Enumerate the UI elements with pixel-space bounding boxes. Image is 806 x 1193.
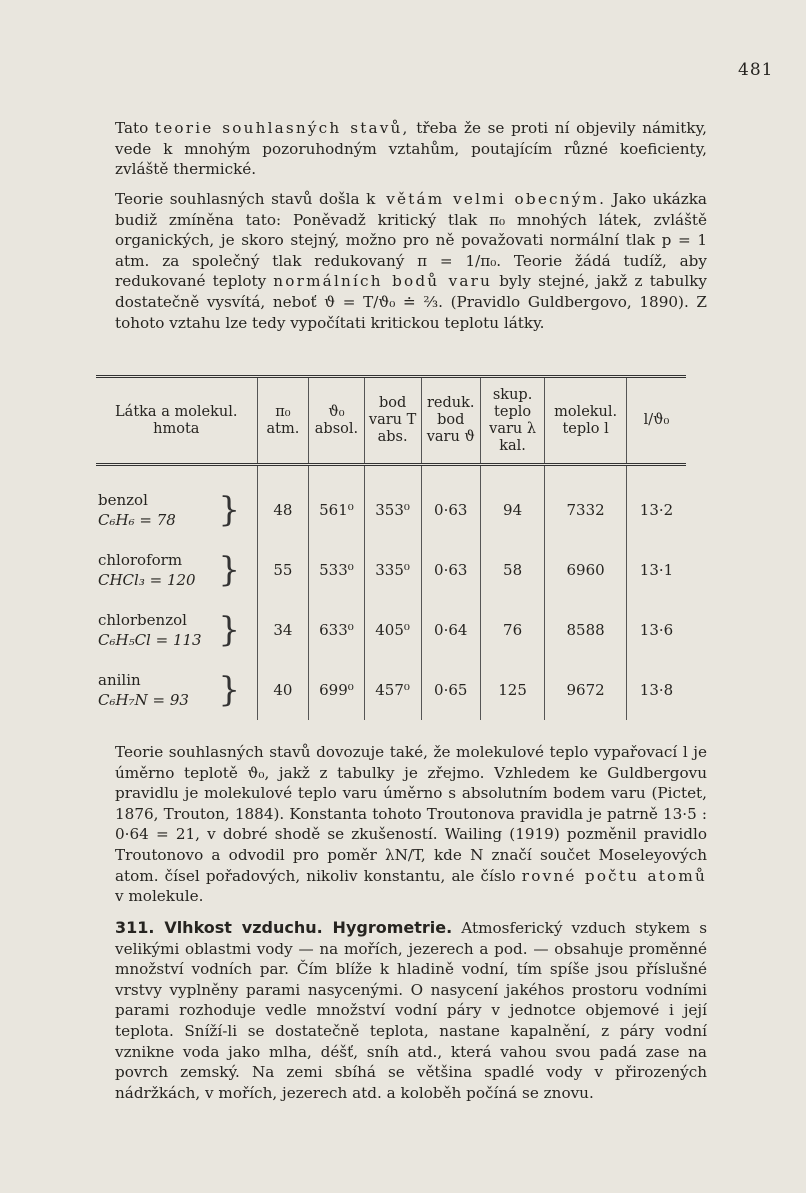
col-substance: Látka a molekul. hmota <box>96 377 257 465</box>
substance-cell: chlorbenzol C₆H₅Cl = 113 } <box>98 610 240 650</box>
col-reduced-boiling-point: reduk. bod varu ϑ <box>421 377 480 465</box>
brace-icon: } <box>218 490 240 530</box>
table-header-row <box>96 377 686 465</box>
table-row: anilin C₆H₇N = 93 } 40 699⁰ 457⁰ 0·65 125 9672 13·8 <box>96 660 686 720</box>
col-specific-heat: skup. teplo varu λ kal. <box>480 377 544 465</box>
col-critical-pressure: π₀ atm. <box>257 377 309 465</box>
substance-cell: benzol C₆H₆ = 78 } <box>98 490 240 530</box>
page-number: 481 <box>738 60 774 80</box>
section-humidity: 311. Vlhkost vzduchu. Hygrometrie. Atmosferický vzduch stykem s velikými oblastmi vody — na mořích, jezerech a pod. — obsahuje proměnné množství vodních par. Čím blíže k hladině vodní, tím spíše jsou příslušné vrstvy vyplněny parami nasycenými. O nasycení jakéhos prostoru vodními parami rozhoduje vedle množství vodní páry v jednotce objemové i její teplota. Sníží-li se dostatečně teplota, nastane kapalnění, z páry vodní vznikne voda jako mlha, déšť, sníh atd., která vahou svou padá zase na povrch zemský. Na zemi sbíhá se většina spadlé vody v přirozených nádržkách, v mořích, jezerech atd. a koloběh počíná se znovu. <box>115 918 707 1102</box>
col-molecular-heat: molekul. teplo l <box>545 377 627 465</box>
substance-cell: anilin C₆H₇N = 93 } <box>98 670 240 710</box>
paragraph-trouton-rule: Teorie souhlasných stavů dovozuje také, že molekulové teplo vypařovací l je úměrno teplotě ϑ₀, jakž z tabulky je zřejmo. Vzhledem ke Guldbergovu pravidlu je molekulové teplo varu úměrno s absolutním bodem varu (Pictet, 1876, Trouton, 1884). Konstanta tohoto Troutonova pravidla je patrně 13·5 : 0·64 = 21, v dobré shodě se zkušeností. Wailing (1919) pozměnil pravidlo Troutonovo a odvodil pro poměr λN/T, kde N značí součet Moseleyových atom. čísel pořadových, nikoliv konstantu, ale číslo rovné počtu atomů v molekule. <box>115 743 707 906</box>
substance-cell: chloroform CHCl₃ = 120 } <box>98 550 240 590</box>
paragraph-general-laws: Teorie souhlasných stavů došla k větám velmi obecným. Jako ukázka budiž zmíněna tato: Poněvadž kritický tlak π₀ mnohých látek, zvláště organických, je skoro stejný, možno pro ně považovati normální tlak p = 1 atm. za společný tlak redukovaný π = 1/π₀. Teorie žádá tudíž, aby redukované teploty normálních bodů varu byly stejné, jakž z tabulky dostatečně vysvítá, neboť ϑ = T/ϑ₀ ≐ ⅔. (Pravidlo Guldbergovo, 1890). Z tohoto vztahu lze tedy vypočítati kritickou teplotu látky. <box>115 190 707 332</box>
table-row: chloroform CHCl₃ = 120 } 55 533⁰ 335⁰ 0·63 58 6960 13·1 <box>96 540 686 600</box>
table-row: benzol C₆H₆ = 78 } 48 561⁰ 353⁰ 0·63 94 7332 13·2 <box>96 465 686 541</box>
section-heading: 311. Vlhkost vzduchu. Hygrometrie. <box>115 918 453 937</box>
col-critical-temp: ϑ₀ absol. <box>309 377 364 465</box>
brace-icon: } <box>218 550 240 590</box>
table-row: chlorbenzol C₆H₅Cl = 113 } 34 633⁰ 405⁰ 0·64 76 8588 13·6 <box>96 600 686 660</box>
boiling-point-table <box>96 375 686 720</box>
col-boiling-point: bod varu T abs. <box>364 377 421 465</box>
paragraph-theory-intro: Tato teorie souhlasných stavů, třeba že se proti ní objevily námitky, vede k mnohým pozoruhodným vztahům, poutajícím různé koeficienty, zvláště thermické. <box>115 119 707 179</box>
col-ratio: l/ϑ₀ <box>627 377 687 465</box>
brace-icon: } <box>218 610 240 650</box>
brace-icon: } <box>218 670 240 710</box>
